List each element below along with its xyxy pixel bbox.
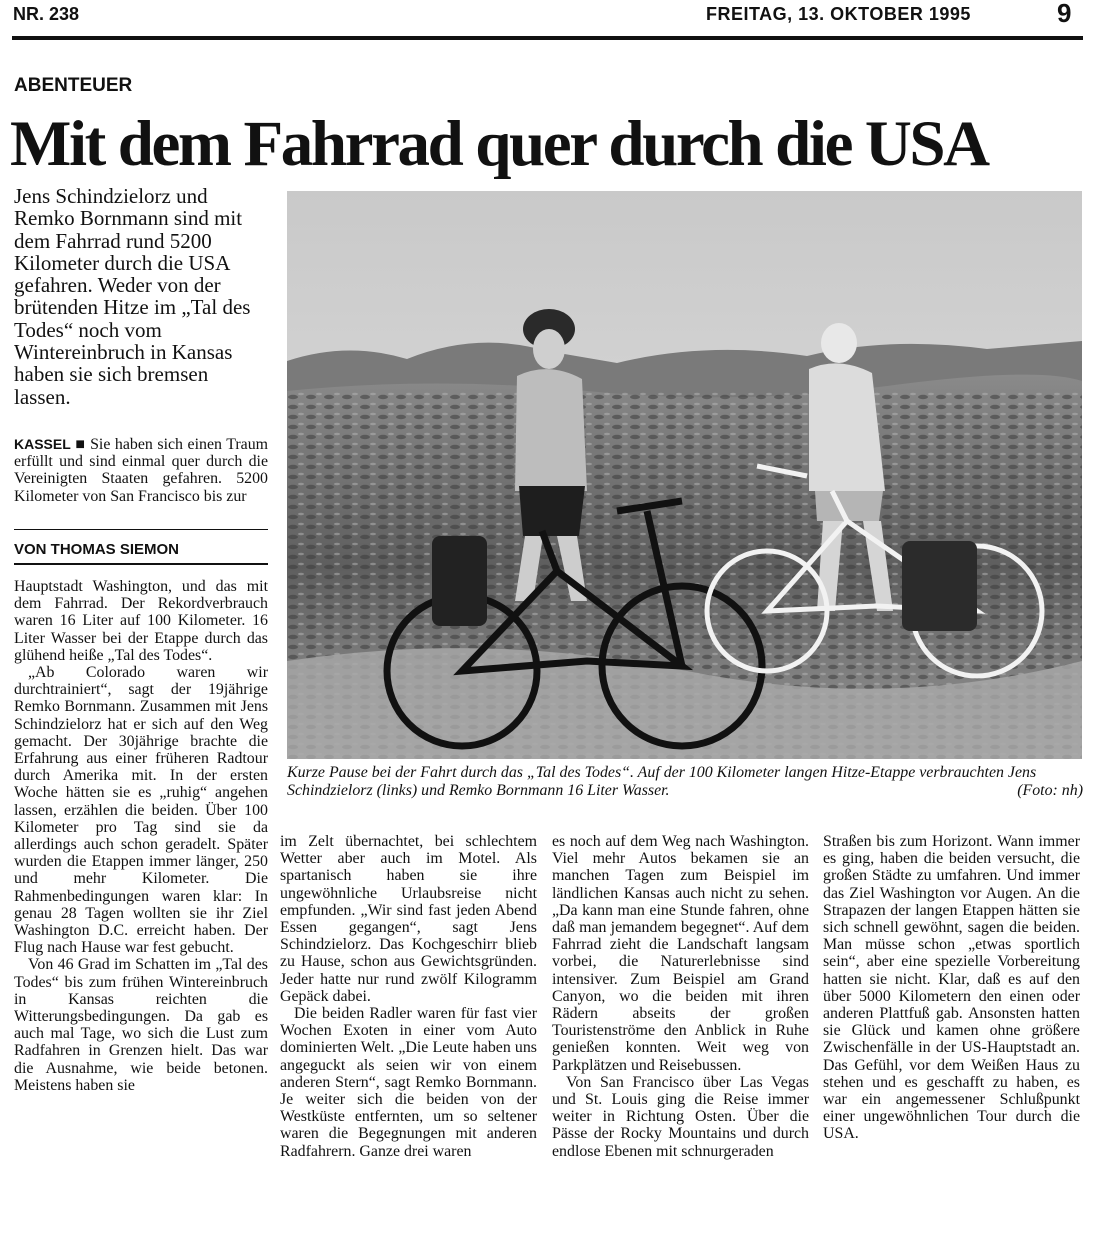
paragraph: Von San Francisco über Las Vegas und St. Louis ging die Reise immer weiter in Richtung Osten. Über die Pässe der Rocky Mountains und durch endlose Ebenen mit schnurgeraden — [552, 1073, 809, 1160]
caption-text: Kurze Pause bei der Fahrt durch das „Tal des Todes“. Auf der 100 Kilometer langen Hitze-Etappe verbrauchten Jens Schindzielorz (links) und Remko Bornmann 16 Liter Wasser. — [287, 764, 1037, 799]
article-photo — [287, 191, 1082, 759]
byline-rule-top — [14, 529, 268, 530]
photo-caption — [287, 764, 1083, 800]
page-number: 9 — [1057, 0, 1072, 28]
paragraph: es noch auf dem Weg nach Washington. Viel mehr Autos bekamen sie an manchen Tagen zum Beispiel im ländlichen Kansas auch nicht zu sehen. „Da kann man eine Stunde fahren, ohne daß man jemandem begegnet“. Auf dem Fahrrad zieht die Landschaft langsam vorbei, die Naturerlebnisse sind intensiver. Zum Beispiel am Grand Canyon, wo die beiden mit ihren Rädern abseits der großen Touristenströme den Anblick in Ruhe genießen konnten. Weit weg von Parkplätzen und Reisebussen. — [552, 833, 809, 1074]
paragraph: Straßen bis zum Horizont. Wann immer es ging, haben die beiden versucht, die großen Städte zu umfahren. Und immer das Ziel Washington vor Augen. An die Strapazen der langen Etappen hätten sie sich schnell gewöhnt, sagen die beiden. Man müsse schon „etwas sportlich sein“, aber eine spezielle Vorbereitung hatten sie nicht. Klar, daß es auf den über 5000 Kilometern den einen oder anderen Plattfuß gab. Ansonsten hatten sie Glück und kamen ohne größere Zwischenfälle in der US-Hauptstadt an. Das Gefühl, vor dem Weißen Haus zu stehen und es geschafft zu haben, es war ein angemessener Schlußpunkt einer ungewöhnlichen Tour durch die USA. — [823, 833, 1080, 1143]
column-2 — [280, 833, 537, 1160]
intro-text: Sie haben sich einen Traum erfüllt und sind einmal quer durch die Vereinigten Staaten gefahren. 5200 Kilometer von San Francisco bis zur — [14, 436, 268, 505]
paragraph: Hauptstadt Washington, und das mit dem Fahrrad. Der Rekordverbrauch waren 16 Liter auf 100 Kilometer. 16 Liter Wasser bei der Etappe durch das glühend heiße „Tal des Todes“. — [14, 578, 268, 664]
section-kicker: ABENTEUER — [14, 75, 133, 96]
column-3 — [552, 833, 809, 1160]
left-pannier — [432, 536, 487, 626]
masthead-rule — [12, 36, 1083, 40]
paragraph: „Ab Colorado waren wir durchtrainiert“, sagt der 19jährige Remko Bornmann. Zusammen mit Jens Schindzielorz hat er sich auf den Weg gemacht. Der 30jährige brachte die Erfahrung aus einer früheren Radtour durch Amerika mit. In der ersten Woche hätten sie es „ruhig“ angehen lassen, erzählen die beiden. Über 100 Kilometer pro Tag sind sie da allerdings auch schon geradelt. Später wurden die Etappen immer länger, 250 und mehr Kilometer. Die Rahmenbedingungen waren klar: In genau 28 Tagen wollten sie ihr Ziel Washington D.C. erreicht haben. Der Flug nach Hause war fest gebucht. — [14, 664, 268, 957]
paragraph: Die beiden Radler waren für fast vier Wochen Exoten in einer vom Auto dominierten Welt. „Die Leute haben uns angeguckt als seien wir von einem anderen Stern“, sagt Remko Bornmann. Je weiter sich die beiden von der Westküste entfernten, um so seltener waren die Begegnungen mit anderen Radfahrern. Ganze drei waren — [280, 1005, 537, 1160]
column-1 — [14, 578, 268, 1094]
paragraph: Von 46 Grad im Schatten im „Tal des Todes“ bis zum frühen Wintereinbruch in Kansas reichten die Witterungsbedingungen. Da gab es auch mal Tage, wo sich die Lust zum Radfahren in Grenzen hielt. Das war die Ausnahme, wie beide betonen. Meistens haben sie — [14, 956, 268, 1094]
intro-paragraph: KASSEL ■ Sie haben sich einen Traum erfüllt und sind einmal quer durch die Vereinigten Staaten gefahren. 5200 Kilometer von San Francisco bis zur — [14, 436, 268, 505]
photo-credit: (Foto: nh) — [1017, 782, 1083, 799]
issue-number: NR. 238 — [13, 4, 80, 24]
headline: Mit dem Fahrrad quer durch die USA — [10, 108, 988, 180]
paragraph: im Zelt übernachtet, bei schlechtem Wetter aber auch im Motel. Als spartanisch haben sie ihre ungewöhnliche Urlaubsreise nicht empfunden. „Wir sind fast jeden Abend Essen gegangen“, sagt Jens Schindzielorz. Das Kochgeschirr blieb zu Hause, schon aus Gewichtsgründen. Jeder hatte nur rund zwölf Kilogramm Gepäck dabei. — [280, 833, 537, 1005]
dateline: KASSEL — [14, 436, 71, 452]
issue-date: FREITAG, 13. OKTOBER 1995 — [706, 4, 971, 24]
byline: VON THOMAS SIEMON — [14, 541, 180, 558]
column-4 — [823, 833, 1080, 1143]
cyclists-photo-illustration — [287, 191, 1082, 759]
right-pannier — [902, 541, 977, 631]
byline-rule-bottom — [14, 563, 268, 565]
lead-paragraph: Jens Schindzielorz und Remko Bornmann sind mit dem Fahrrad rund 5200 Kilometer durch die USA gefahren. Weder von der brütenden Hitze im „Tal des Todes“ noch vom Wintereinbruch in Kansas haben sie sich bremsen lassen. — [14, 184, 251, 409]
